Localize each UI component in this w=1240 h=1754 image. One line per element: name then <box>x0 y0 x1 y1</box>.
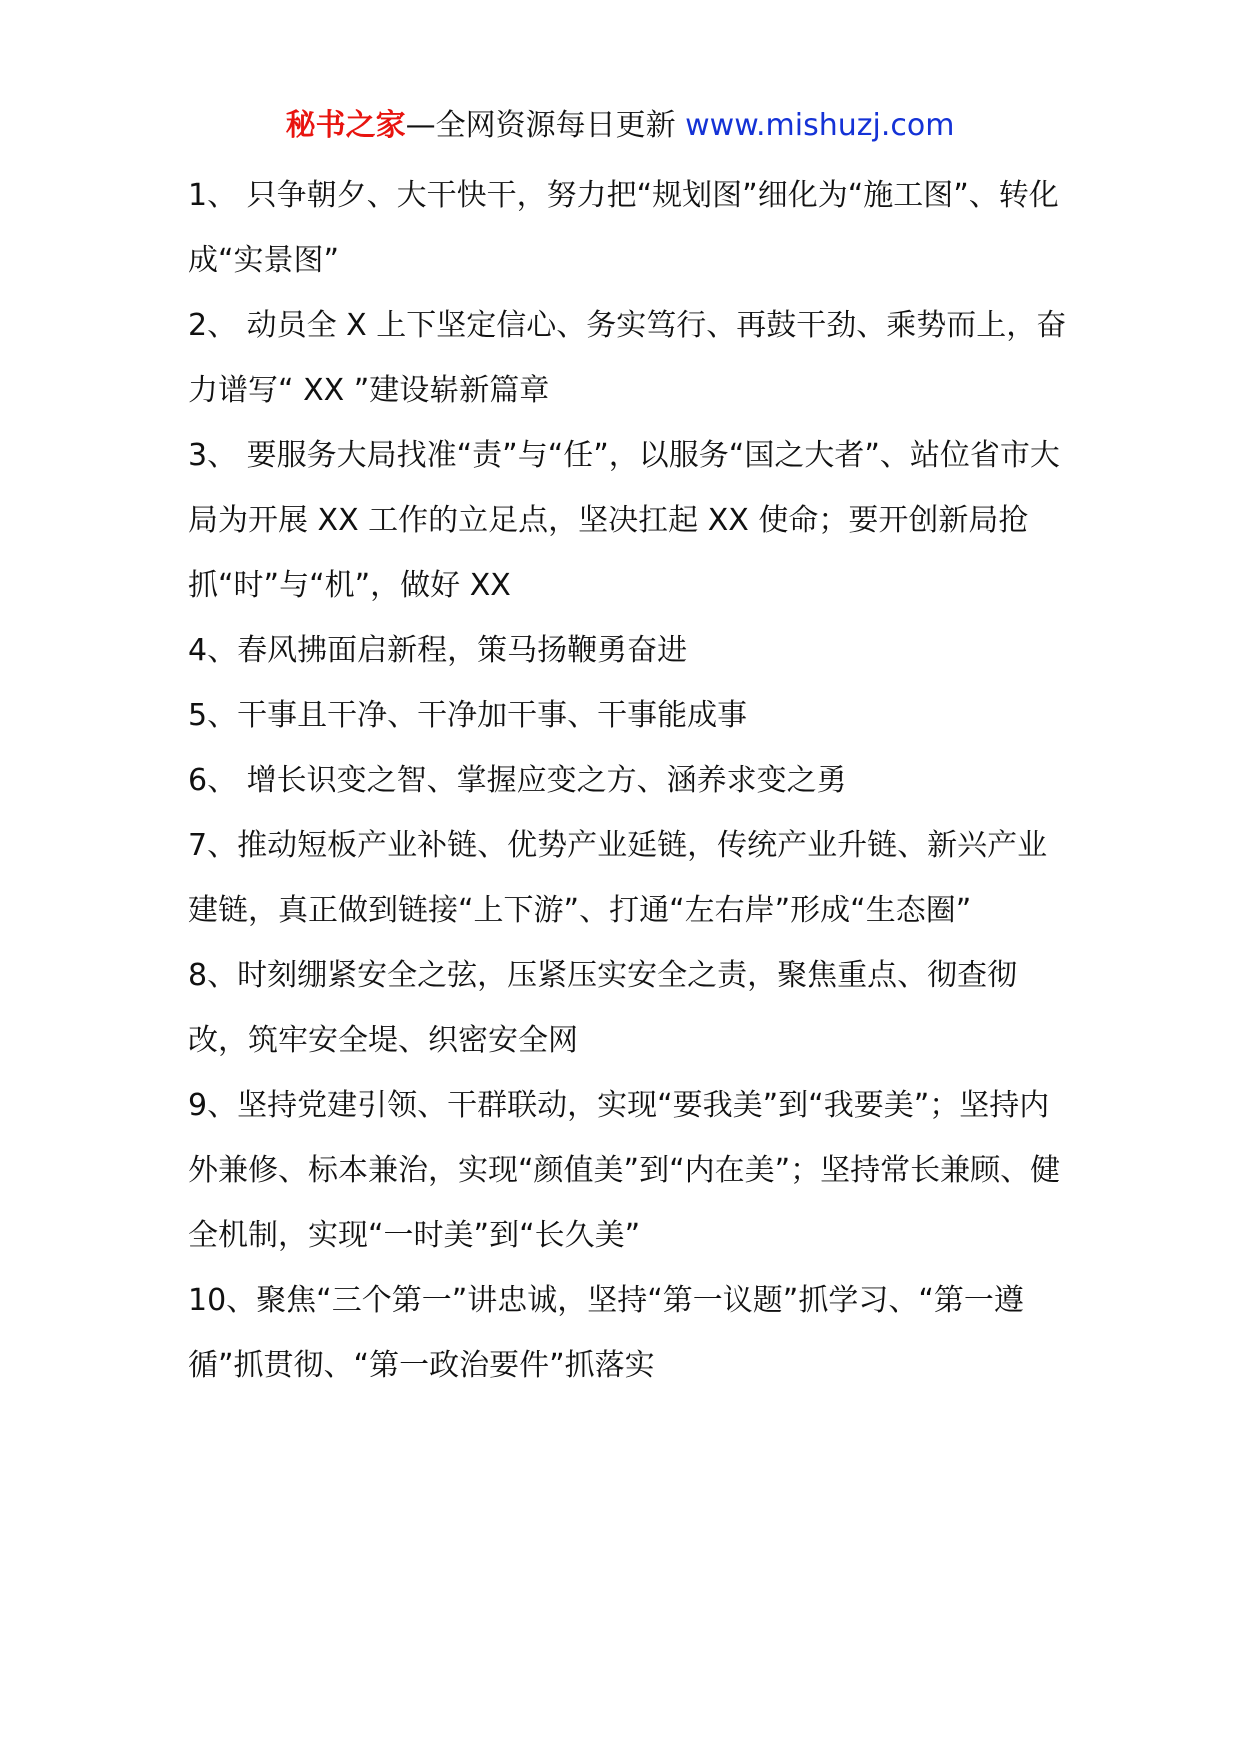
list-item: 2、 动员全 X 上下坚定信心、务实笃行、再鼓干劲、乘势而上，奋力谱写“ XX ”建设崭新篇章 <box>188 308 1067 408</box>
list-item: 10、聚焦“三个第一”讲忠诚，坚持“第一议题”抓学习、“第一遵循”抓贯彻、“第一政治要件”抓落实 <box>188 1283 1024 1383</box>
list-item: 5、干事且干净、干净加干事、干事能成事 <box>188 698 748 733</box>
header-tagline: —全网资源每日更新 <box>405 108 676 143</box>
page-header <box>0 98 1240 154</box>
list-item: 6、 增长识变之智、掌握应变之方、涵养求变之勇 <box>188 763 847 798</box>
list-item: 9、坚持党建引领、干群联动，实现“要我美”到“我要美”；坚持内外兼修、标本兼治，实现“颜值美”到“内在美”；坚持常长兼顾、健全机制，实现“一时美”到“长久美” <box>188 1088 1061 1253</box>
list-item: 4、春风拂面启新程，策马扬鞭勇奋进 <box>188 633 688 668</box>
list-item: 1、 只争朝夕、大干快干，努力把“规划图”细化为“施工图”、转化成“实景图” <box>188 178 1059 278</box>
list-item: 7、推动短板产业补链、优势产业延链，传统产业升链、新兴产业建链，真正做到链接“上下游”、打通“左右岸”形成“生态圈” <box>188 828 1048 928</box>
slogan-list <box>188 163 1072 1398</box>
list-item: 3、 要服务大局找准“责”与“任”，以服务“国之大者”、站位省市大局为开展 XX 工作的立足点，坚决扛起 XX 使命；要开创新局抢抓“时”与“机”，做好 XX <box>188 438 1060 603</box>
list-item: 8、时刻绷紧安全之弦，压紧压实安全之责，聚焦重点、彻查彻改，筑牢安全堤、织密安全网 <box>188 958 1018 1058</box>
site-url-link[interactable]: www.mishuzj.com <box>685 108 955 143</box>
brand-name: 秘书之家 <box>285 108 406 143</box>
